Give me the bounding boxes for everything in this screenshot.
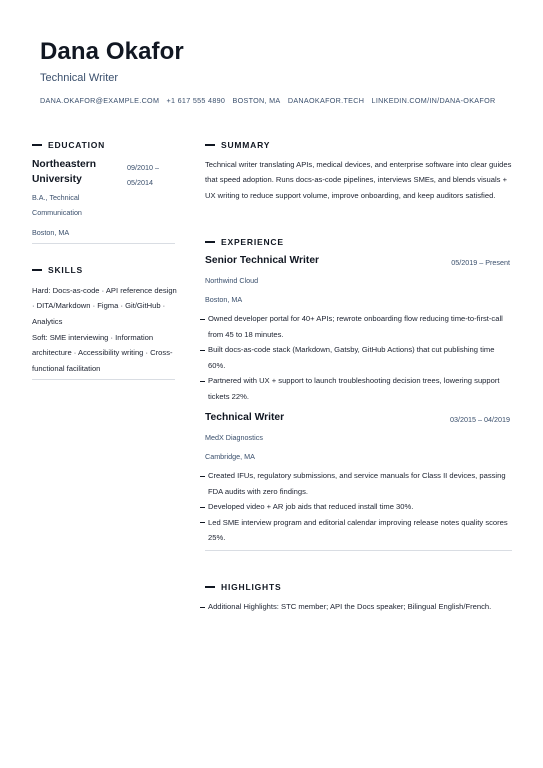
job-company: MedX Diagnostics	[205, 433, 263, 442]
list-item: Built docs-as-code stack (Markdown, Gatsby, GitHub Actions) that cut publishing time 60%.	[200, 342, 512, 373]
job-bullets	[200, 468, 512, 546]
summary-text: Technical writer translating APIs, medical devices, and enterprise software into clear guides that speed adoption. Runs docs-as-code pipelines, interviews SMEs, and blends visuals + UX writing to reduce support volume, improve onboarding, and keep auditors satisfied.	[205, 160, 512, 200]
contact-linkedin[interactable]: LINKEDIN.COM/IN/DANA-OKAFOR	[371, 96, 496, 105]
candidate-role: Technical Writer	[40, 72, 119, 84]
education-school: Northeastern University	[32, 159, 97, 185]
heading-dash	[32, 269, 42, 270]
contact-email[interactable]: DANA.OKAFOR@EXAMPLE.COM	[40, 96, 160, 105]
heading-dash	[205, 241, 215, 242]
job-location: Cambridge, MA	[205, 452, 255, 461]
experience-heading: EXPERIENCE	[205, 237, 284, 247]
contact-website[interactable]: DANAOKAFOR.TECH	[287, 96, 365, 105]
divider	[32, 379, 175, 380]
education-dates: 09/2010 – 05/2014	[127, 163, 159, 187]
contact-phone: +1 617 555 4890	[166, 96, 226, 105]
job-dates: 05/2019 – Present	[451, 258, 510, 267]
highlights-heading: HIGHLIGHTS	[205, 582, 281, 592]
contact-location: BOSTON, MA	[232, 96, 281, 105]
summary-heading: SUMMARY	[205, 140, 270, 150]
job-location: Boston, MA	[205, 295, 243, 304]
bullet-dash	[200, 476, 205, 477]
bullet-dash	[200, 522, 205, 523]
job-bullets	[200, 311, 512, 405]
education-heading: EDUCATION	[32, 140, 105, 150]
bullet-dash	[200, 507, 205, 508]
job-title: Technical Writer	[205, 412, 285, 423]
skills-heading: SKILLS	[32, 265, 83, 275]
education-location: Boston, MA	[32, 228, 70, 237]
bullet-dash	[200, 381, 205, 382]
education-degree: B.A., Technical Communication	[32, 193, 82, 218]
job-dates: 03/2015 – 04/2019	[450, 415, 510, 424]
candidate-name: Dana Okafor	[40, 38, 184, 65]
skills-hard: Hard: Docs-as-code · API reference design · DITA/Markdown · Figma · Git/GitHub · Analytics	[32, 286, 177, 326]
divider	[32, 243, 175, 244]
list-item: Additional Highlights: STC member; API the Docs speaker; Bilingual English/French.	[200, 599, 512, 615]
heading-dash	[205, 586, 215, 587]
heading-dash	[32, 144, 42, 145]
list-item: Created IFUs, regulatory submissions, and service manuals for Class II devices, passing FDA audits with zero findings.	[200, 468, 512, 499]
heading-dash	[205, 144, 215, 145]
job-company: Northwind Cloud	[205, 276, 259, 285]
contact-line	[40, 96, 500, 105]
bullet-dash	[200, 350, 205, 351]
list-item: Owned developer portal for 40+ APIs; rewrote onboarding flow reducing time-to-first-call from 45 to 18 minutes.	[200, 311, 512, 342]
skills-soft: Soft: SME interviewing · Information architecture · Accessibility writing · Cross-functional facilitation	[32, 333, 173, 373]
list-item: Developed video + AR job aids that reduced install time 30%.	[200, 499, 512, 515]
highlights-list	[200, 599, 512, 615]
bullet-dash	[200, 607, 205, 608]
divider	[205, 550, 512, 551]
list-item: Led SME interview program and editorial calendar improving release notes quality scores 25%.	[200, 515, 512, 546]
job-title: Senior Technical Writer	[205, 255, 320, 266]
bullet-dash	[200, 319, 205, 320]
list-item: Partnered with UX + support to launch troubleshooting decision trees, lowering support tickets 22%.	[200, 373, 512, 404]
